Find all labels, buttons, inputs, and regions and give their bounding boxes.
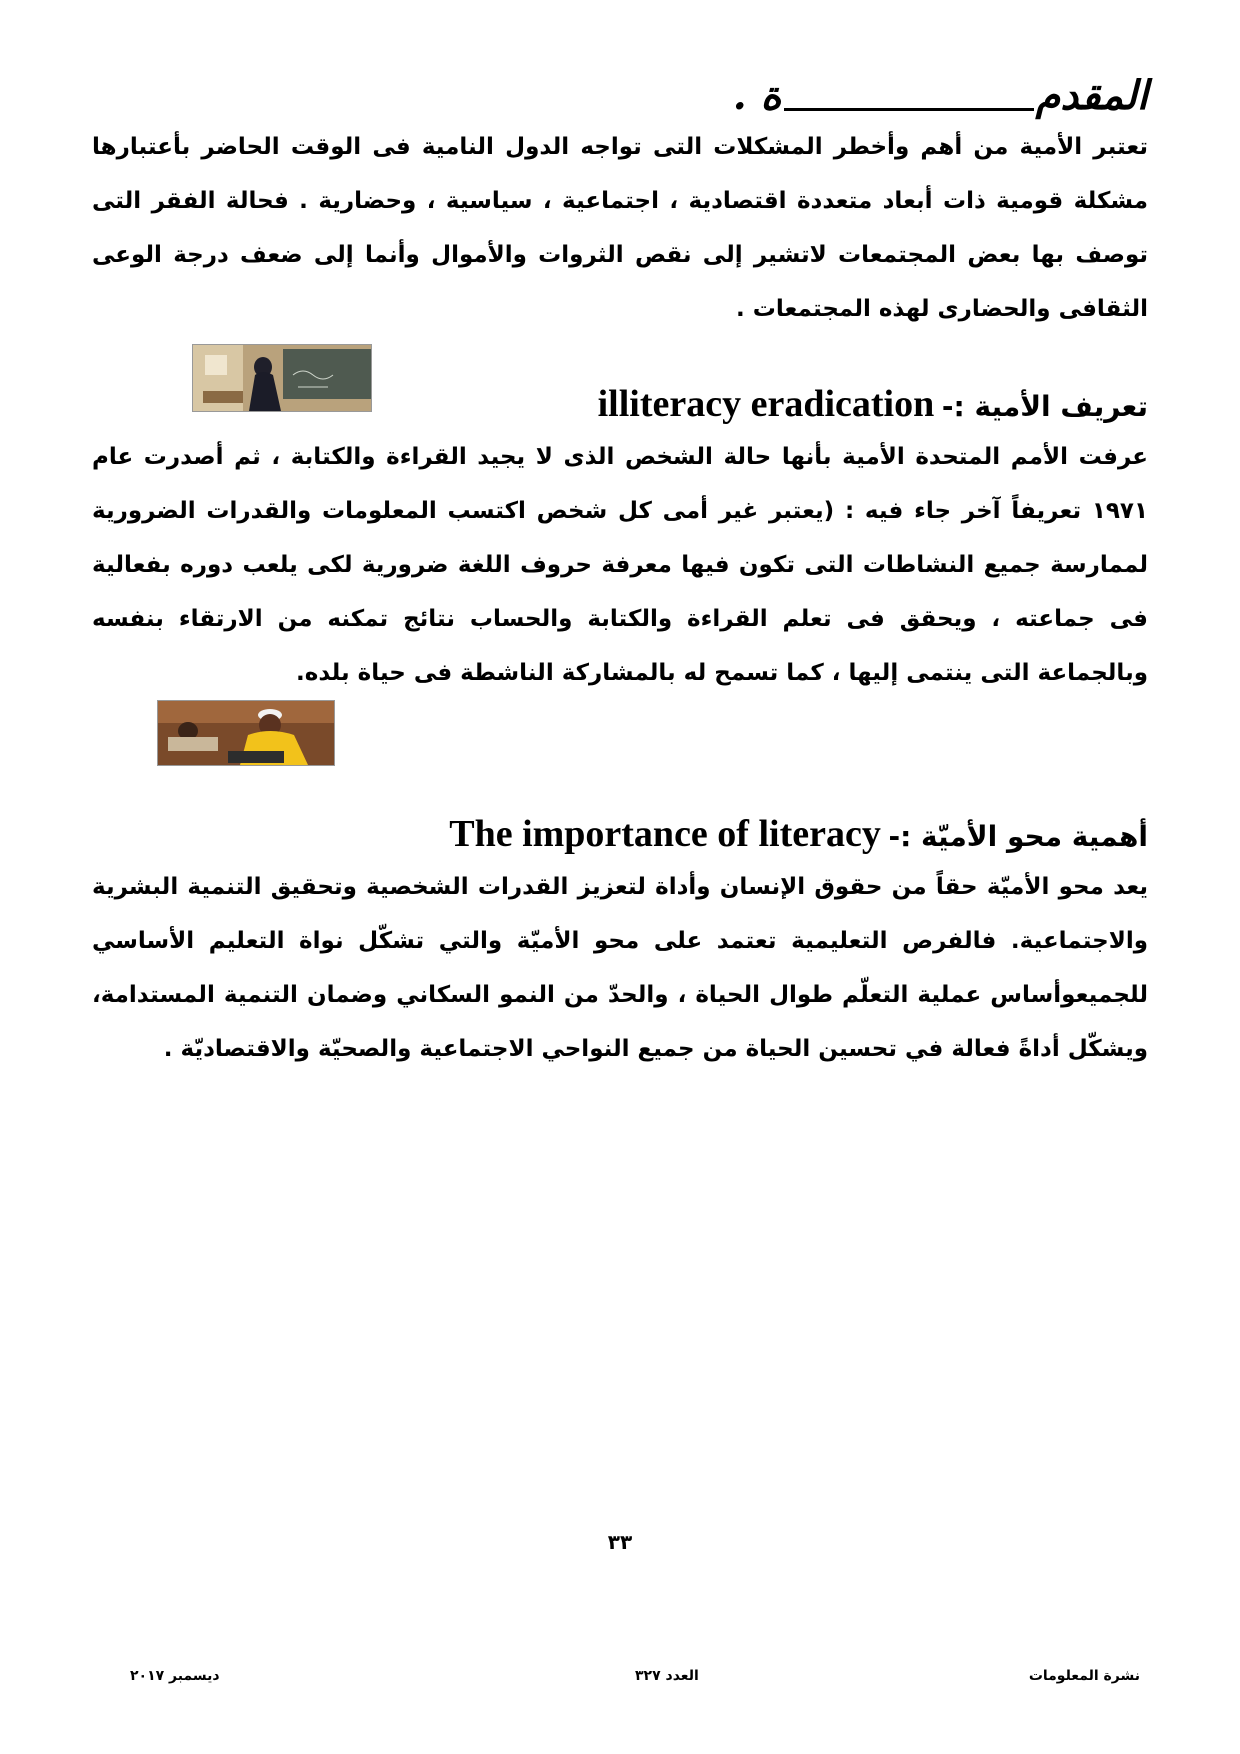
section2-heading <box>449 812 1148 856</box>
section1-paragraph: عرفت الأمم المتحدة الأمية بأنها حالة الشخص الذى لا يجيد القراءة والكتابة ، ثم أصدرت عام ١٩٧١ تعريفاً آخر جاء فيه : (يعتبر غير أمى كل شخص اكتسب المعلومات والقدرات الضرورية لممارسة جميع النشاطات التى تكون فيها معرفة حروف اللغة ضرورية لكى يلعب دوره بفعالية فى جماعته ، ويحقق فى تعلم القراءة والكتابة والحساب نتائج تمكنه من الارتقاء بنفسه وبالجماعة التى ينتمى إليها ، كما تسمح له بالمشاركة الناشطة فى حياة بلده. <box>92 444 1148 686</box>
intro-title-end: ة . <box>732 72 782 119</box>
intro-title-start: المقدم <box>1035 72 1148 119</box>
section2-heading-en: The importance of literacy <box>449 813 881 855</box>
adult-learner-photo-icon <box>157 700 335 766</box>
section1-heading <box>598 382 1148 426</box>
page-number: ٣٣ <box>607 1530 633 1554</box>
footer-issue: العدد ٣٢٧ <box>635 1668 699 1684</box>
intro-title <box>733 72 1148 119</box>
footer-publication: نشرة المعلومات <box>1028 1668 1140 1684</box>
intro-paragraph: تعتبر الأمية من أهم وأخطر المشكلات التى تواجه الدول النامية فى الوقت الحاضر بأعتبارها مشكلة قومية ذات أبعاد متعددة اقتصادية ، اجتماعية ، سياسية ، وحضارية . فحالة الفقر التى توصف بها بعض المجتمعات لاتشير إلى نقص الثروات والأموال وأنما إلى ضعف درجة الوعى الثقافى والحضارى لهذه المجتمعات . <box>92 134 1148 322</box>
title-underline <box>784 104 1034 111</box>
section1-heading-en: illiteracy eradication <box>597 383 935 425</box>
section2-heading-ar: أهمية محو الأميّة :- <box>888 820 1148 853</box>
section1-heading-ar: تعريف الأمية :- <box>941 390 1148 423</box>
section2-paragraph: يعد محو الأميّة حقاً من حقوق الإنسان وأداة لتعزيز القدرات الشخصية وتحقيق التنمية البشرية والاجتماعية. فالفرص التعليمية تعتمد على محو الأميّة والتي تشكّل نواة التعليم الأساسي للجميعوأساس عملية التعلّم طوال الحياة ، والحدّ من النمو السكاني وضمان التنمية المستدامة، ويشكّل أداةً فعالة في تحسين الحياة من جميع النواحي الاجتماعية والصحيّة والاقتصاديّة . <box>92 874 1148 1062</box>
classroom-photo-icon <box>192 344 372 412</box>
footer-date: ديسمبر ٢٠١٧ <box>130 1668 220 1684</box>
